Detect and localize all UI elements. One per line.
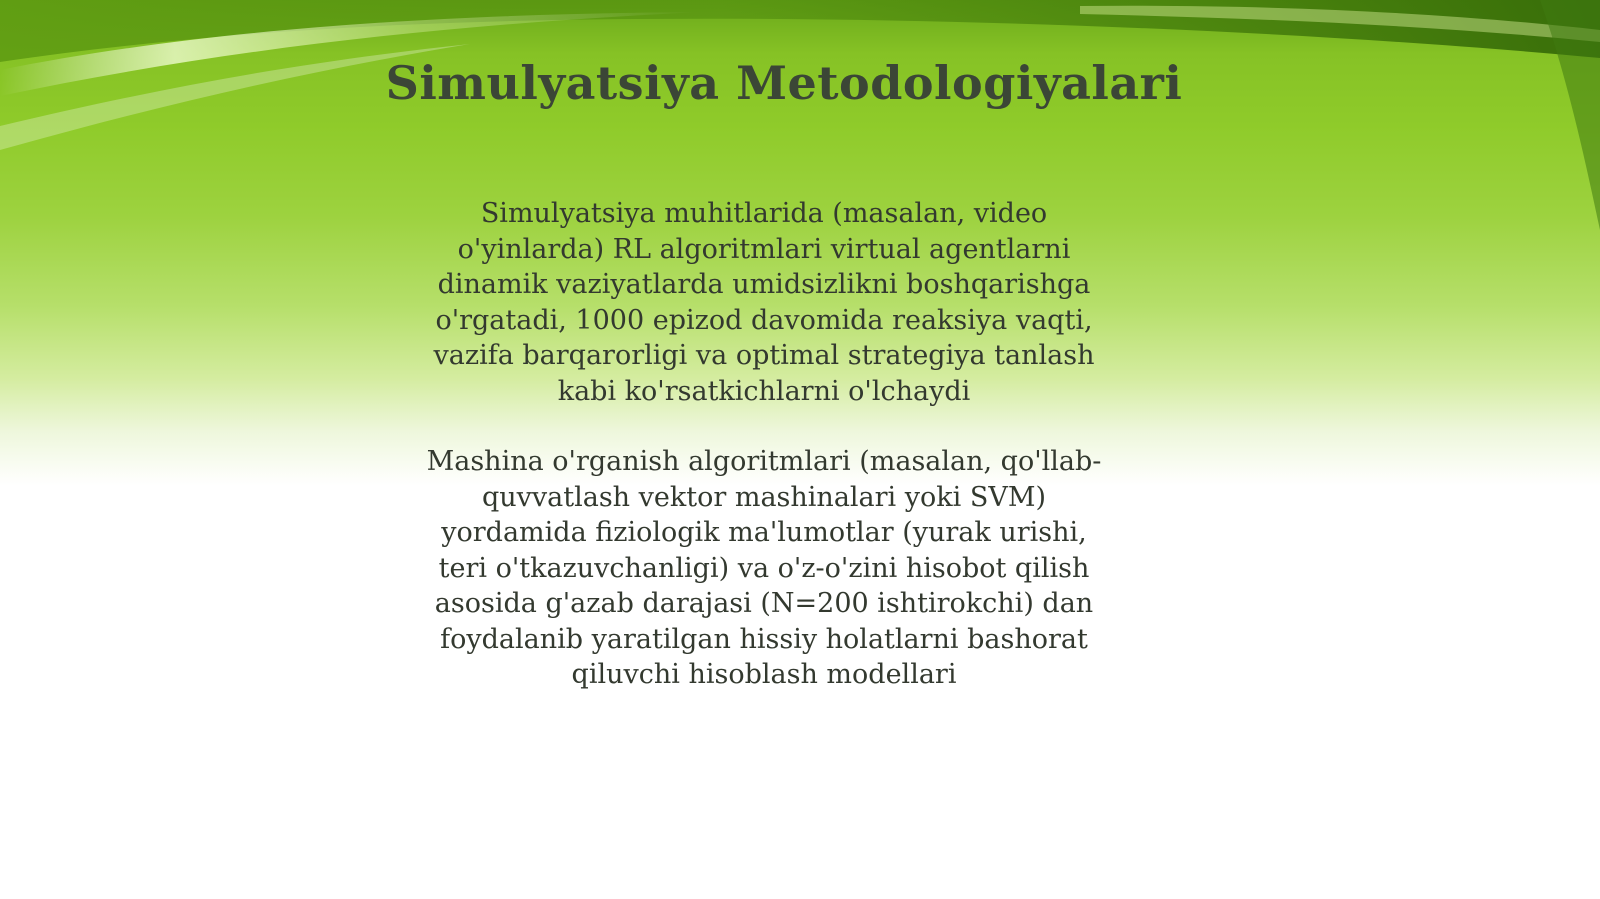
- slide-title: Simulyatsiya Metodologiyalari: [385, 56, 1183, 110]
- paragraph-machine-learning-models: Mashina o'rganish algoritmlari (masalan, qo'llab-quvvatlash vektor mashinalari yoki SVM) yordamida fiziologik ma'lumotlar (yurak urishi, teri o'tkazuvchanligi) va o'z-o'zini hisobot qilish asosida g'azab darajasi (N=200 ishtirokchi) dan foydalanib yaratilgan hissiy holatlarni bashorat qiluvchi hisoblash modellari: [426, 446, 1102, 690]
- paragraph-simulation-environments: Simulyatsiya muhitlarida (masalan, video o'yinlarda) RL algoritmlari virtual agentlarni dinamik vaziyatlarda umidsizlikni boshqarishga o'rgatadi, 1000 epizod davomida reaksiya vaqti, vazifa barqarorligi va optimal strategiya tanlash kabi ko'rsatkichlarni o'lchaydi: [433, 198, 1095, 407]
